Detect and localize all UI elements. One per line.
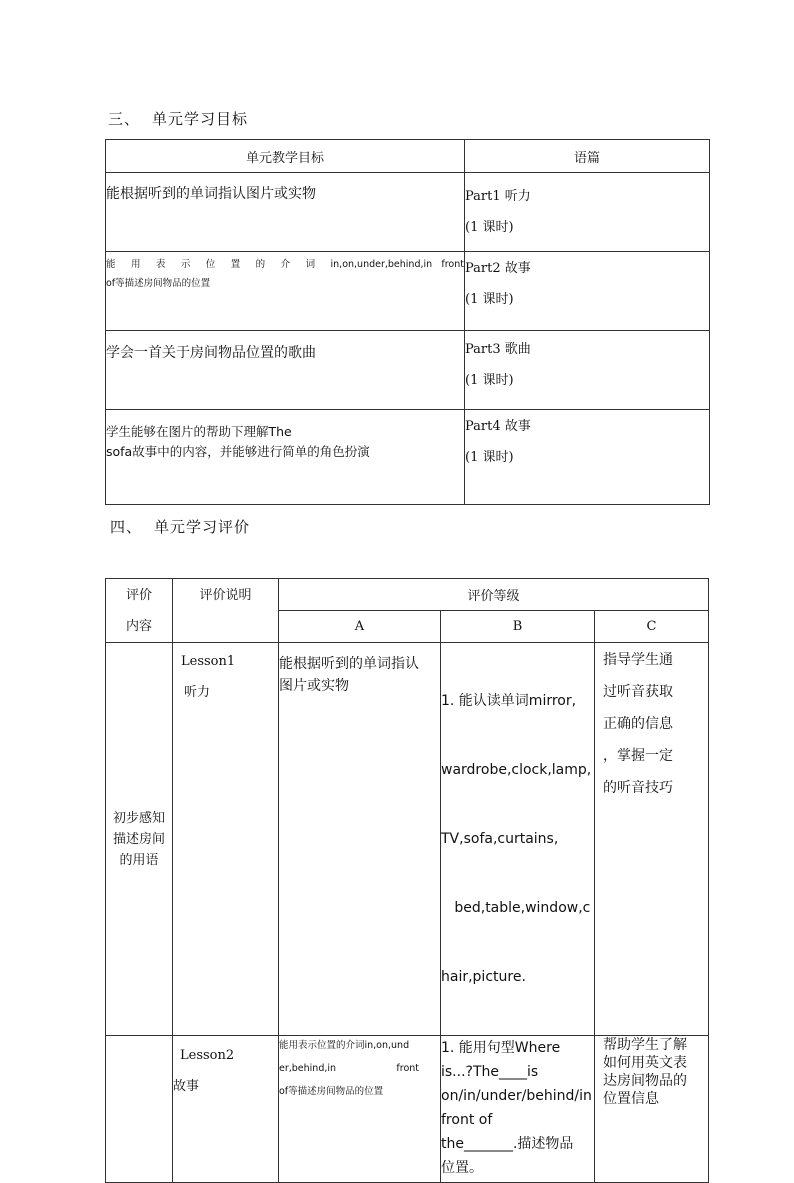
goal-cell bbox=[106, 331, 465, 410]
desc-line: Lesson1 bbox=[181, 654, 236, 669]
level-c-cell bbox=[595, 1036, 709, 1183]
section4-number: 四、 bbox=[110, 518, 143, 536]
part-cell bbox=[465, 173, 710, 252]
goal-text: 能 用 表 示 位 置 的 介 词 in,on,under,behind,in front bbox=[106, 259, 464, 270]
level-c-cell bbox=[595, 643, 709, 1036]
table1-row bbox=[106, 331, 710, 410]
section3-number: 三、 bbox=[108, 110, 141, 128]
level-b-line: bed,table,window,c bbox=[441, 900, 591, 916]
level-b-line: is...?The____is bbox=[441, 1064, 539, 1080]
table1-row bbox=[106, 410, 710, 505]
level-b-line: the_______.描述物品 bbox=[441, 1136, 574, 1152]
section3-title: 单元学习目标 bbox=[152, 110, 249, 128]
level-c-line: 如何用英文表 bbox=[603, 1055, 687, 1071]
header-level: 评价等级 bbox=[279, 579, 709, 611]
table1-header-goal: 单元教学目标 bbox=[106, 140, 465, 173]
part-label: Part4 故事 bbox=[465, 419, 531, 434]
goal-text: of等描述房间物品的位置 bbox=[106, 278, 211, 289]
part-label: Part3 歌曲 bbox=[465, 342, 531, 357]
goal-cell bbox=[106, 252, 465, 331]
part-cell bbox=[465, 252, 710, 331]
level-c-line: ，掌握一定 bbox=[603, 748, 673, 764]
unit-goals-table bbox=[105, 139, 710, 505]
content-cell bbox=[106, 643, 173, 1036]
level-c-line: 指导学生通 bbox=[603, 652, 673, 668]
table1-header-row bbox=[106, 140, 710, 173]
part-cell bbox=[465, 410, 710, 505]
desc-line: Lesson2 bbox=[180, 1048, 235, 1063]
content-line: 初步感知 bbox=[112, 810, 165, 826]
table2-row bbox=[106, 643, 709, 1036]
part-cell bbox=[465, 331, 710, 410]
level-b-cell bbox=[441, 1036, 595, 1183]
level-c-line: 位置信息 bbox=[603, 1091, 659, 1107]
content-cell bbox=[106, 1036, 173, 1183]
part-label: Part2 故事 bbox=[465, 261, 531, 276]
header-content-cell bbox=[106, 579, 173, 643]
desc-cell bbox=[173, 643, 279, 1036]
section4-title: 单元学习评价 bbox=[154, 518, 251, 536]
level-b-line: 1. 能认读单词mirror, bbox=[441, 693, 577, 709]
level-a-cell bbox=[279, 1036, 441, 1183]
table1-header-text: 语篇 bbox=[465, 140, 710, 173]
level-b-line: front of bbox=[441, 1112, 493, 1128]
part-hours: (1 课时) bbox=[465, 220, 514, 235]
level-c-line: 的听音技巧 bbox=[603, 780, 673, 796]
header-content-line: 内容 bbox=[125, 619, 152, 634]
header-content-line: 评价 bbox=[125, 588, 152, 603]
level-a-line: 图片或实物 bbox=[279, 678, 349, 694]
level-a-line: er,behind,in front bbox=[279, 1063, 420, 1074]
goal-cell bbox=[106, 173, 465, 252]
content-line: 的用语 bbox=[119, 852, 159, 868]
desc-line: 听力 bbox=[184, 685, 211, 700]
level-b-line: on/in/under/behind/in bbox=[441, 1088, 592, 1104]
part-hours: (1 课时) bbox=[465, 450, 514, 465]
section3-heading bbox=[108, 108, 248, 129]
header-desc-cell bbox=[173, 579, 279, 643]
desc-line: 故事 bbox=[173, 1079, 200, 1094]
header-level-b: B bbox=[441, 611, 595, 643]
goal-text: 学生能够在图片的帮助下理解The bbox=[106, 424, 292, 439]
table1-row bbox=[106, 252, 710, 331]
goal-text: 能根据听到的单词指认图片或实物 bbox=[106, 186, 316, 202]
unit-evaluation-table bbox=[105, 578, 709, 1183]
level-b-line: hair,picture. bbox=[441, 969, 526, 985]
level-b-line: wardrobe,clock,lamp, bbox=[441, 762, 592, 778]
table2-row bbox=[106, 1036, 709, 1183]
table1-row bbox=[106, 173, 710, 252]
level-b-line: 位置。 bbox=[441, 1160, 483, 1176]
level-c-line: 正确的信息 bbox=[603, 716, 673, 732]
desc-cell bbox=[173, 1036, 279, 1183]
header-desc: 评价说明 bbox=[199, 588, 252, 603]
level-b-line: TV,sofa,curtains, bbox=[441, 831, 559, 847]
section4-heading bbox=[110, 516, 250, 537]
part-hours: (1 课时) bbox=[465, 292, 514, 307]
level-c-line: 达房间物品的 bbox=[603, 1073, 687, 1089]
level-a-line: 能根据听到的单词指认 bbox=[279, 656, 419, 672]
part-label: Part1 听力 bbox=[465, 189, 531, 204]
level-c-line: 过听音获取 bbox=[603, 684, 673, 700]
content-line: 描述房间 bbox=[112, 831, 165, 847]
level-c-line: 帮助学生了解 bbox=[603, 1037, 687, 1053]
level-a-line: of等描述房间物品的位置 bbox=[279, 1086, 384, 1097]
part-hours: (1 课时) bbox=[465, 373, 514, 388]
level-b-cell bbox=[441, 643, 595, 1036]
header-level-c: C bbox=[595, 611, 709, 643]
goal-cell bbox=[106, 410, 465, 505]
level-a-line: 能用表示位置的介词in,on,und bbox=[279, 1040, 410, 1051]
level-a-cell bbox=[279, 643, 441, 1036]
level-b-line: 1. 能用句型Where bbox=[441, 1040, 561, 1056]
goal-text: 学会一首关于房间物品位置的歌曲 bbox=[106, 345, 316, 361]
table2-header-row bbox=[106, 579, 709, 611]
goal-text: sofa故事中的内容，并能够进行简单的角色扮演 bbox=[106, 444, 370, 459]
header-level-a: A bbox=[279, 611, 441, 643]
